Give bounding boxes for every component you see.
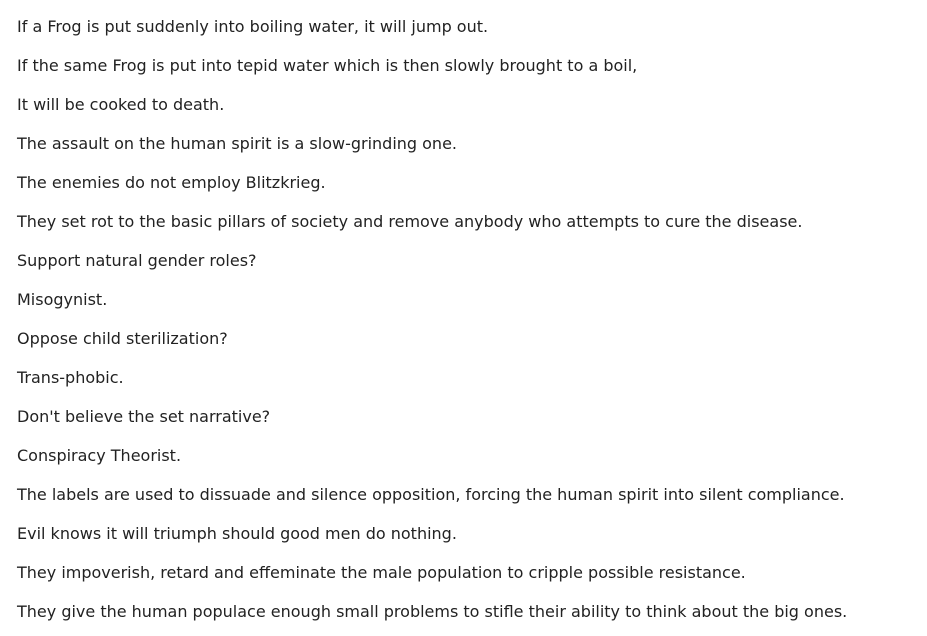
text-line: Don't believe the set narrative? bbox=[17, 407, 271, 426]
text-line: If a Frog is put suddenly into boiling water, it will jump out. bbox=[17, 17, 489, 36]
text-line: Misogynist. bbox=[17, 290, 108, 309]
text-line: Support natural gender roles? bbox=[17, 251, 257, 270]
text-line: The labels are used to dissuade and silence opposition, forcing the human spirit into silent compliance. bbox=[17, 485, 845, 504]
text-line: They give the human populace enough small problems to stifle their ability to think about the big ones. bbox=[17, 602, 848, 621]
text-line: They set rot to the basic pillars of society and remove anybody who attempts to cure the disease. bbox=[17, 212, 803, 231]
text-line: Evil knows it will triumph should good men do nothing. bbox=[17, 524, 457, 543]
text-line: Oppose child sterilization? bbox=[17, 329, 228, 348]
text-line: The assault on the human spirit is a slow-grinding one. bbox=[17, 134, 457, 153]
text-line: It will be cooked to death. bbox=[17, 95, 225, 114]
text-line: Trans-phobic. bbox=[17, 368, 124, 387]
text-line: The enemies do not employ Blitzkrieg. bbox=[17, 173, 326, 192]
text-line: If the same Frog is put into tepid water which is then slowly brought to a boil, bbox=[17, 56, 638, 75]
text-line: They impoverish, retard and effeminate the male population to cripple possible resistance. bbox=[17, 563, 746, 582]
text-line: Conspiracy Theorist. bbox=[17, 446, 182, 465]
